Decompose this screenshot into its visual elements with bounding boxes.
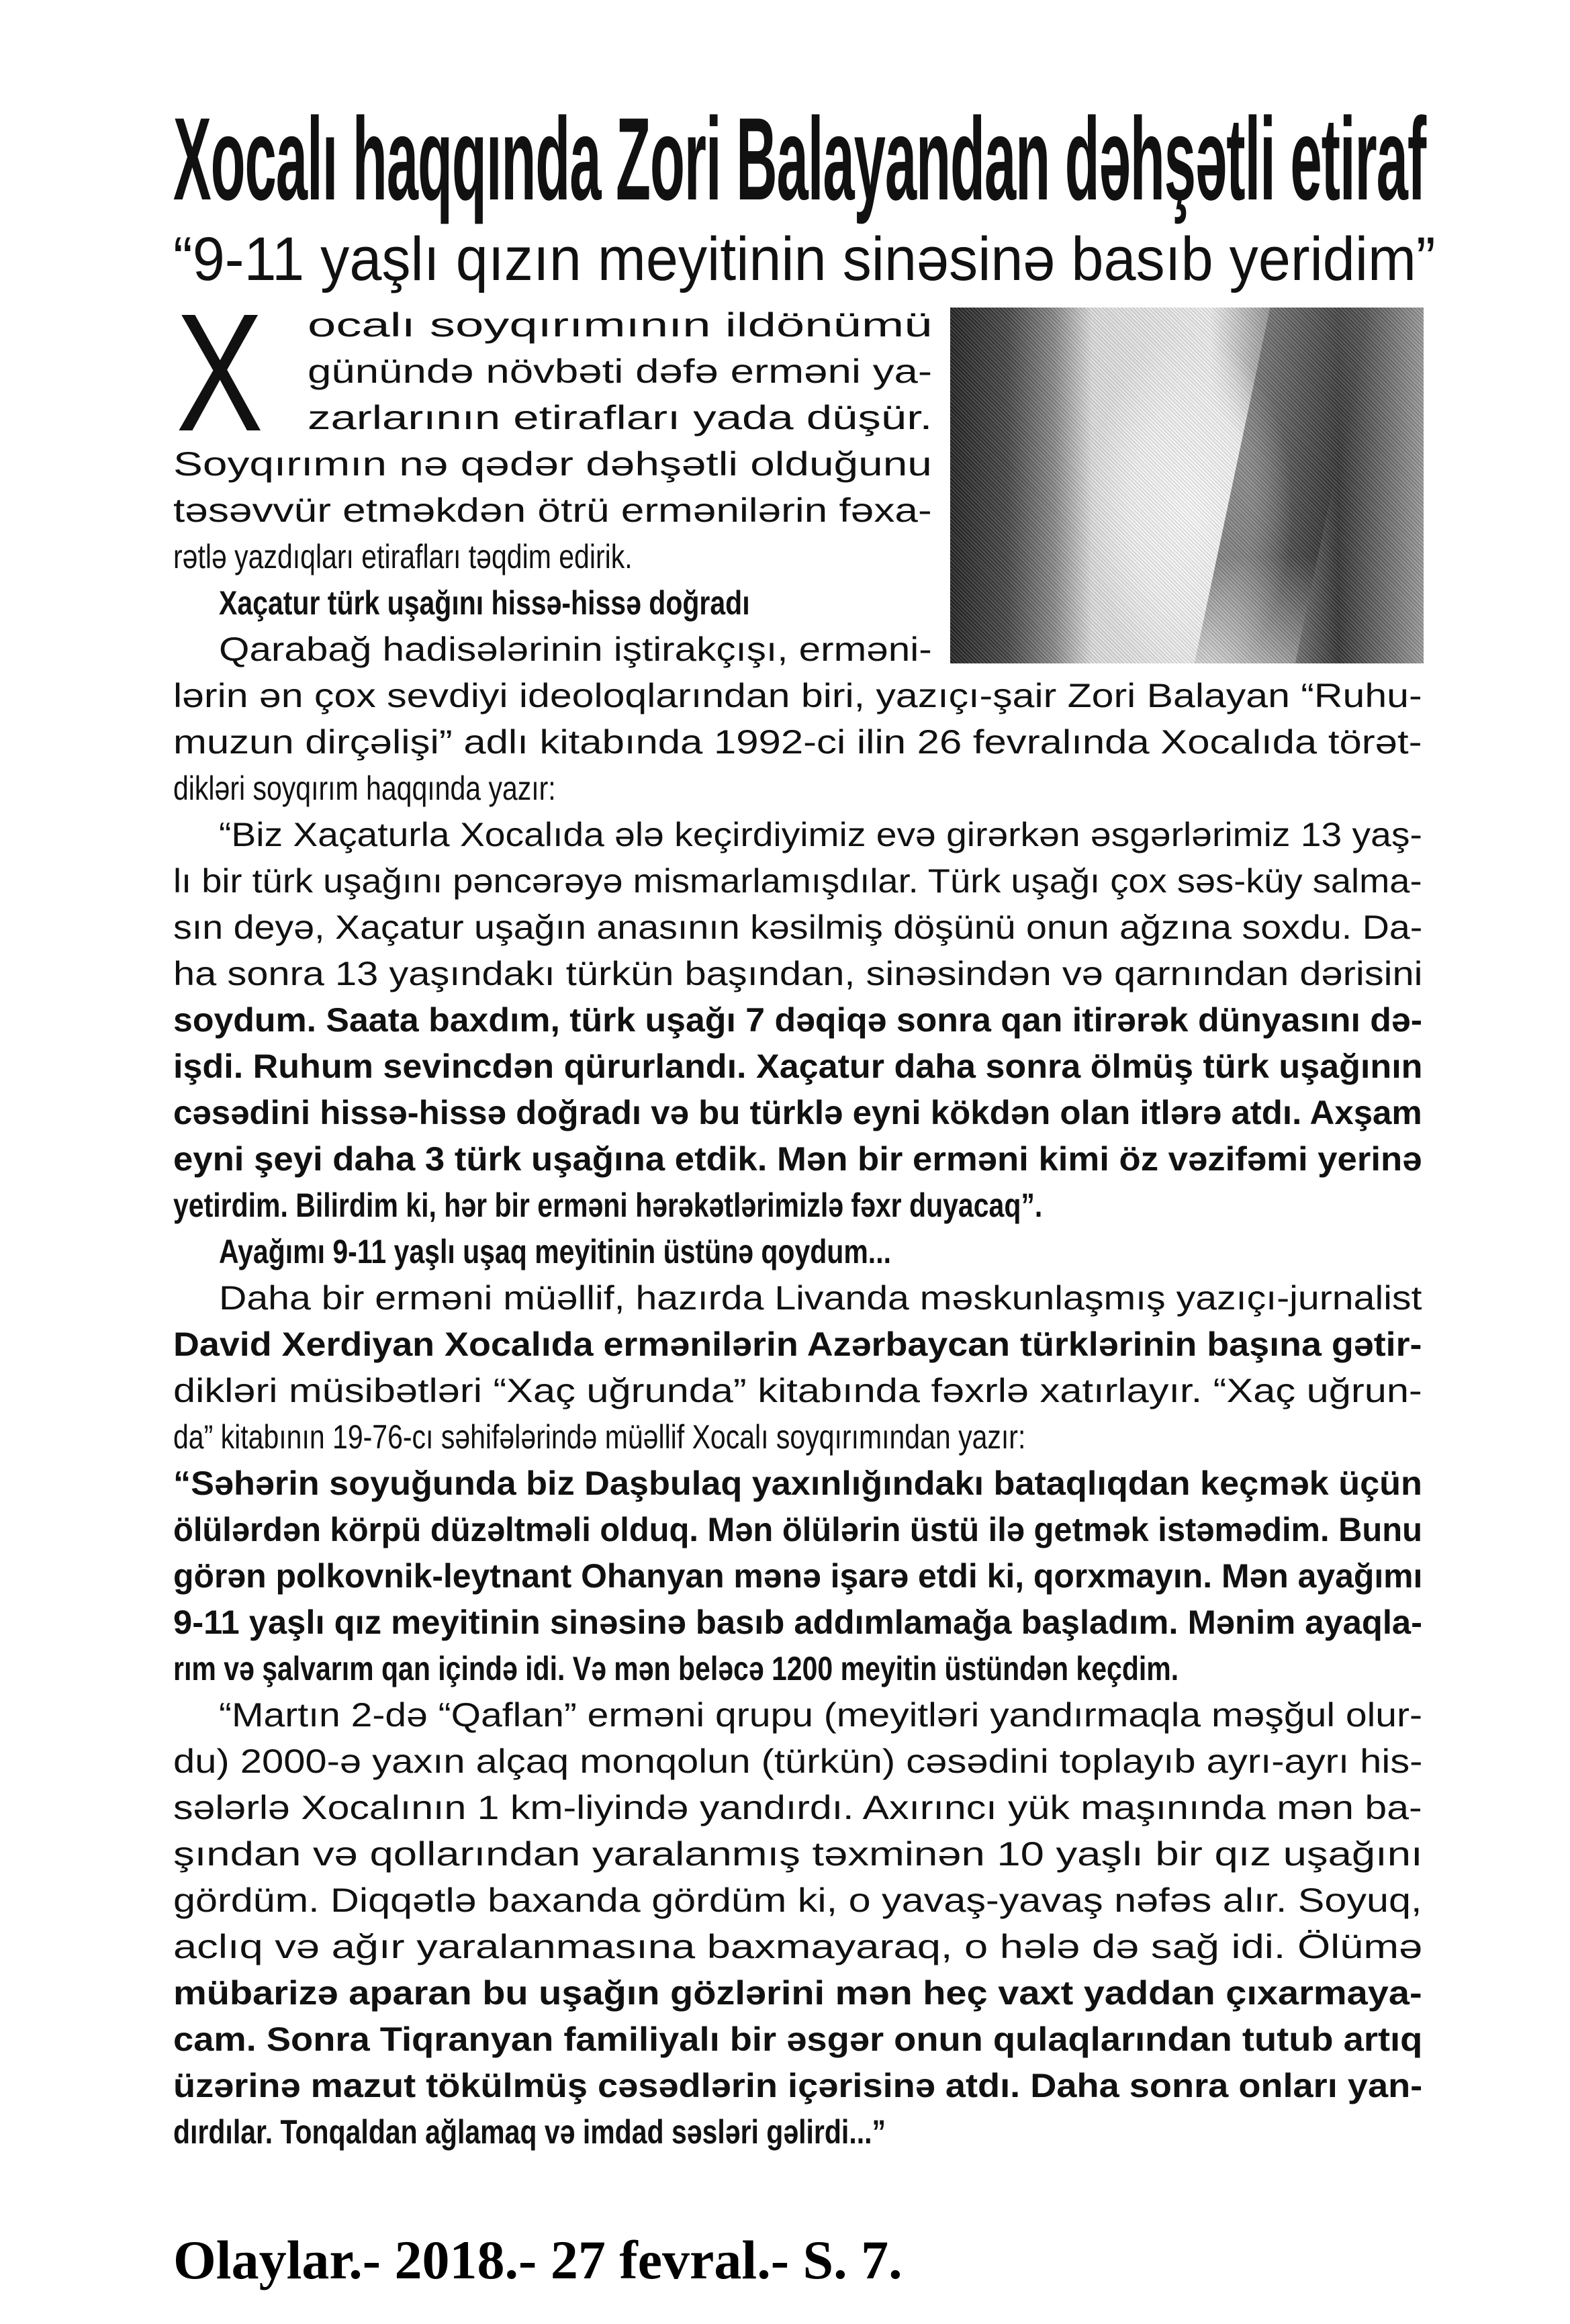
body-line: “Martın 2-də “Qaflan” erməni qrupu (meyitləri yandırmaqla məşğul olur- xyxy=(219,1696,1423,1734)
body-line: aclıq və ağır yaralanmasına baxmayaraq, o hələ də sağ idi. Ölümə xyxy=(173,1928,1423,1965)
body-line: du) 2000-ə yaxın alçaq monqolun (türkün) cəsədini toplayıb ayrı-ayrı his- xyxy=(173,1742,1423,1780)
body-line: sın deyə, Xaçatur uşağın anasının kəsilmiş döşünü onun ağzına soxdu. Da- xyxy=(173,909,1423,946)
body-line: dırdılar. Tonqaldan ağlamaq və imdad səsləri gəlirdi...” xyxy=(173,2113,886,2151)
intro-line: günündə növbəti dəfə erməni ya- xyxy=(308,353,933,390)
body-line: ha sonra 13 yaşındakı türkün başından, sinəsindən və qarnından dərisini xyxy=(173,955,1423,992)
body-line: David Xerdiyan Xocalıda ermənilərin Azərbaycan türklərinin başına gətir- xyxy=(173,1326,1422,1363)
section-subheading: Xaçatur türk uşağını hissə-hissə doğradı xyxy=(219,584,750,622)
body-line: 9-11 yaşlı qız meyitinin sinəsinə basıb addımlamağa başladım. Mənim ayaqla- xyxy=(173,1603,1423,1641)
body-line: gördüm. Diqqətlə baxanda gördüm ki, o yavaş-yavaş nəfəs alır. Soyuq, xyxy=(173,1881,1422,1919)
body-line: şından və qollarından yaralanmış təxminən 10 yaşlı bir qız uşağını xyxy=(173,1835,1423,1873)
body-line: “Biz Xaçaturla Xocalıda ələ keçirdiyimiz evə girərkən əsgərlərimiz 13 yaş- xyxy=(219,816,1422,853)
body-line: mübarizə aparan bu uşağın gözlərini mən heç vaxt yaddan çıxarmaya- xyxy=(173,1974,1422,2012)
drop-cap: X xyxy=(176,279,264,466)
body-line: cam. Sonra Tiqranyan familiyalı bir əsgər onun qulaqlarından tutub artıq xyxy=(173,2020,1423,2058)
body-line: lərin ən çox sevdiyi ideoloqlarından biri, yazıçı-şair Zori Balayan “Ruhu- xyxy=(173,677,1422,714)
intro-line: zarlarının etirafları yada düşür. xyxy=(308,399,933,436)
body-line: “Səhərin soyuğunda biz Daşbulaq yaxınlığındakı bataqlıqdan keçmək üçün xyxy=(173,1465,1422,1502)
intro-line: təsəvvür etməkdən ötrü ermənilərin fəxa- xyxy=(173,492,932,529)
body-line: ölülərdən körpü düzəltməli olduq. Mən ölülərin üstü ilə getmək istəmədim. Bunu xyxy=(173,1511,1422,1548)
body-line: dikləri soyqırım haqqında yazır: xyxy=(173,770,556,807)
body-line: muzun dirçəlişi” adlı kitabında 1992-ci ilin 26 fevralında Xocalıda törət- xyxy=(173,723,1422,761)
headline: Xocalı haqqında Zori Balayandan dəhşətli etiraf xyxy=(173,94,1426,225)
intro-line: Soyqırımın nə qədər dəhşətli olduğunu xyxy=(173,445,932,483)
body-line: rım və şalvarım qan içində idi. Və mən beləcə 1200 meyitin üstündən keçdim. xyxy=(173,1650,1179,1687)
body-line: sələrlə Xocalının 1 km-liyində yandırdı. Axırıncı yük maşınında mən ba- xyxy=(173,1789,1422,1826)
source-citation: Olaylar.- 2018.- 27 fevral.- S. 7. xyxy=(173,2229,903,2290)
intro-line: rətlə yazdıqları etirafları təqdim edirik. xyxy=(173,538,633,575)
body-line: yetirdim. Bilirdim ki, hər bir erməni hərəkətlərimizlə fəxr duyacaq”. xyxy=(173,1187,1043,1224)
body-line: görən polkovnik-leytnant Ohanyan mənə işarə etdi ki, qorxmayın. Mən ayağımı xyxy=(173,1557,1423,1595)
body-line: lı bir türk uşağını pəncərəyə mismarlamışdılar. Türk uşağı çox səs-küy salma- xyxy=(173,862,1422,900)
body-line: da” kitabının 19-76-cı səhifələrində müəllif Xocalı soyqırımından yazır: xyxy=(173,1418,1026,1456)
body-line: Daha bir erməni müəllif, hazırda Livanda məskunlaşmış yazıçı-jurnalist xyxy=(219,1279,1422,1317)
body-line: işdi. Ruhum sevincdən qürurlandı. Xaçatur daha sonra ölmüş türk uşağının xyxy=(173,1048,1423,1085)
author-photo xyxy=(950,308,1424,663)
intro-line: ocalı soyqırımının ildönümü xyxy=(308,306,933,344)
body-line: eyni şeyi daha 3 türk uşağına etdik. Mən bir erməni kimi öz vəzifəmi yerinə xyxy=(173,1140,1422,1178)
body-line: cəsədini hissə-hissə doğradı və bu türklə eyni kökdən olan itlərə atdı. Axşam xyxy=(173,1094,1422,1131)
body-line: soydum. Saata baxdım, türk uşağı 7 dəqiqə sonra qan itirərək dünyasını də- xyxy=(173,1001,1422,1039)
section-subheading: Ayağımı 9-11 yaşlı uşaq meyitinin üstünə qoydum... xyxy=(219,1233,891,1270)
body-line: üzərinə mazut tökülmüş cəsədlərin içərisinə atdı. Daha sonra onları yan- xyxy=(173,2067,1423,2104)
body-line: dikləri müsibətləri “Xaç uğrunda” kitabında fəxrlə xatırlayır. “Xaç uğrun- xyxy=(173,1372,1422,1409)
subtitle: “9-11 yaşlı qızın meyitinin sinəsinə basıb yeridim” xyxy=(173,225,1436,293)
intro-line: Qarabağ hadisələrinin iştirakçışı, erməni- xyxy=(219,631,932,668)
